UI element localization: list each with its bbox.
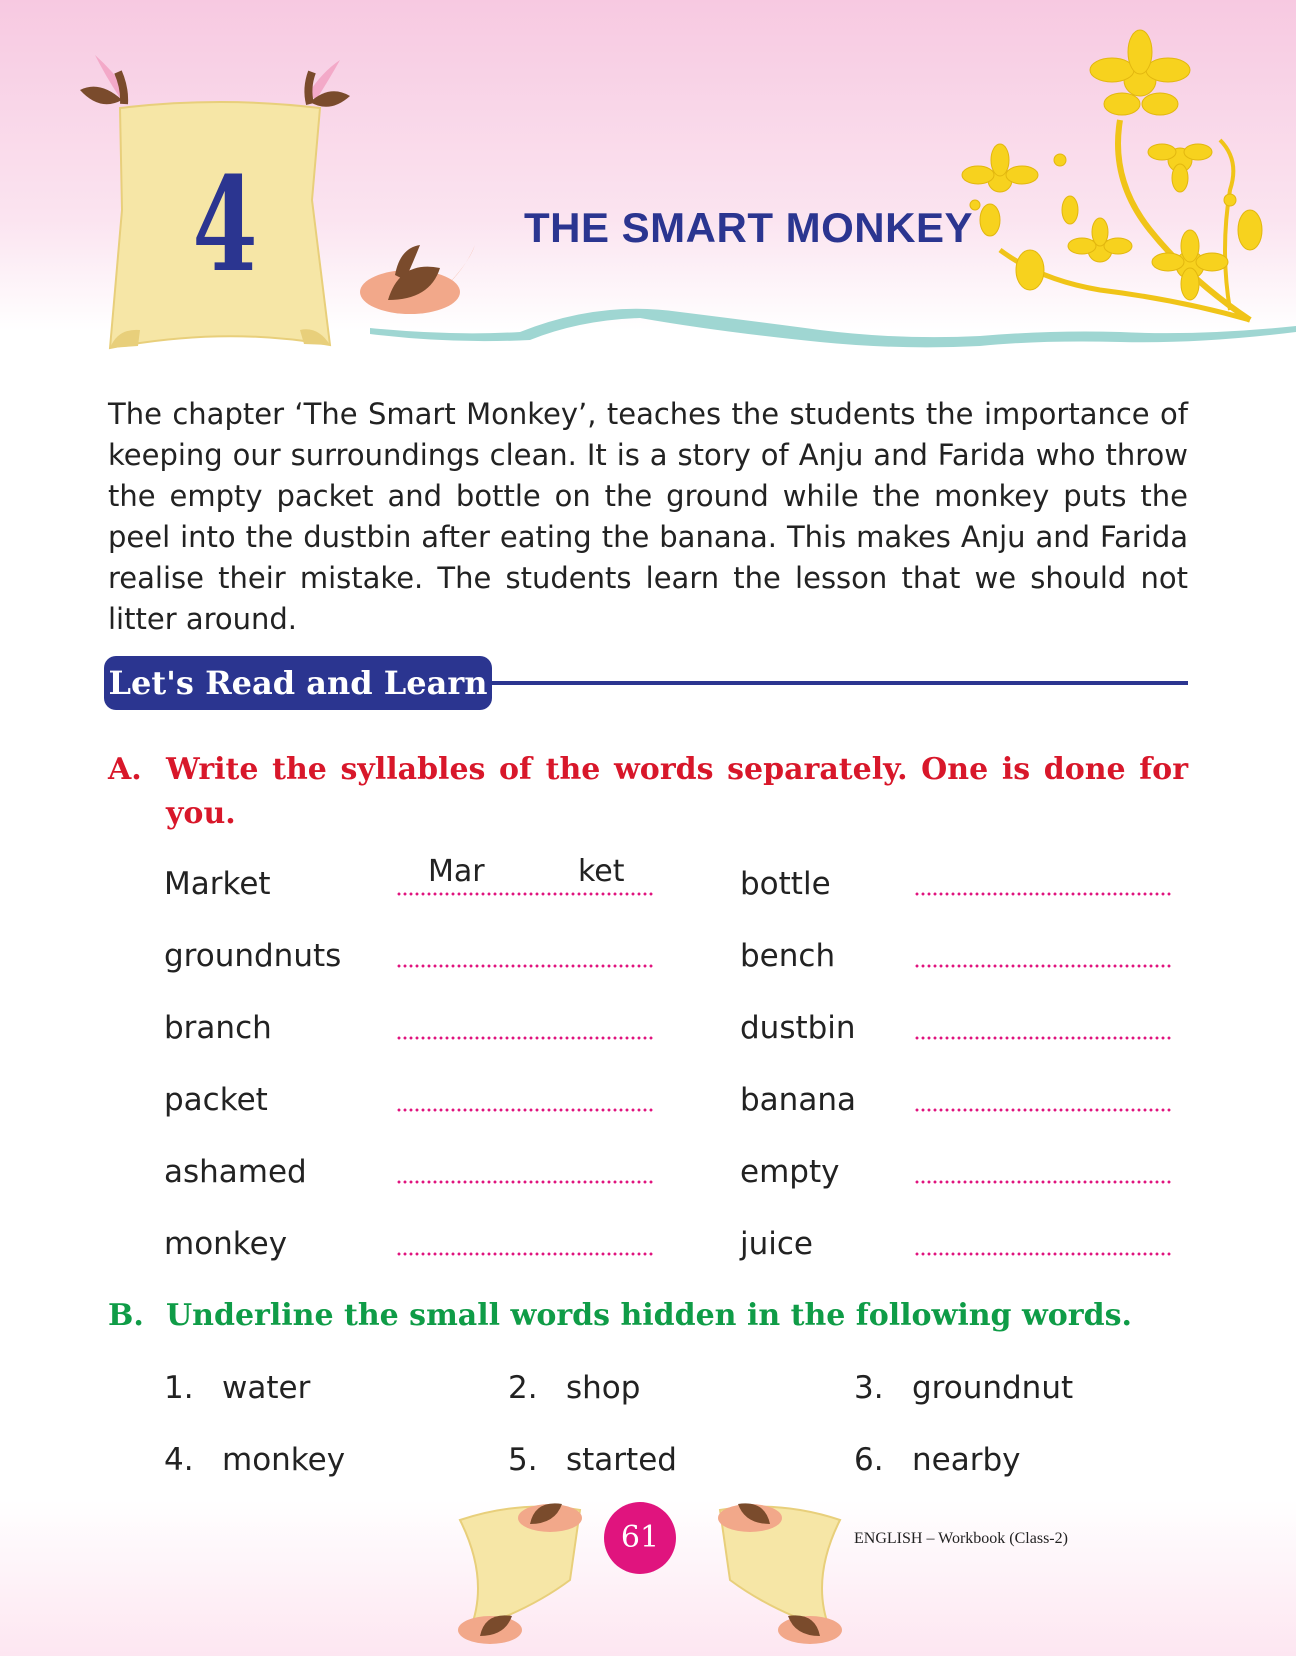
word-left-5: ashamed	[164, 1154, 307, 1190]
word-right-1: bottle	[740, 866, 831, 902]
word-left-3: branch	[164, 1010, 272, 1046]
answer-blank-left-5[interactable]	[396, 1180, 654, 1184]
example-syllable-2: ket	[578, 854, 625, 889]
answer-blank-left-3[interactable]	[396, 1036, 654, 1040]
word-left-6: monkey	[164, 1226, 288, 1262]
word-right-4: banana	[740, 1082, 856, 1118]
word-right-3: dustbin	[740, 1010, 856, 1046]
example-syllable-1: Mar	[428, 854, 485, 889]
book-title: ENGLISH – Workbook (Class-2)	[854, 1530, 1068, 1547]
item-number-5: 5.	[508, 1442, 538, 1478]
bird-icon	[360, 245, 475, 314]
hidden-word-6[interactable]: nearby	[912, 1442, 1021, 1478]
word-left-1: Market	[164, 866, 271, 902]
item-number-3: 3.	[854, 1370, 884, 1406]
question-b-text: Underline the small words hidden in the following words.	[166, 1298, 1132, 1333]
question-a-heading	[108, 748, 1188, 838]
word-right-6: juice	[740, 1226, 813, 1262]
hidden-word-5[interactable]: started	[566, 1442, 677, 1478]
answer-blank-right-3[interactable]	[914, 1036, 1172, 1040]
word-left-2: groundnuts	[164, 938, 342, 974]
question-b-letter: B.	[108, 1298, 144, 1333]
answer-blank-right-5[interactable]	[914, 1180, 1172, 1184]
section-heading: Let's Read and Learn	[104, 656, 492, 710]
hidden-word-4[interactable]: monkey	[222, 1442, 346, 1478]
answer-blank-left-1[interactable]	[396, 892, 654, 896]
footer-scroll-right-icon	[718, 1503, 842, 1644]
hidden-word-2[interactable]: shop	[566, 1370, 641, 1406]
footer-scroll-left-icon	[458, 1503, 582, 1644]
answer-blank-right-4[interactable]	[914, 1108, 1172, 1112]
word-right-2: bench	[740, 938, 836, 974]
section-divider-line	[480, 681, 1188, 685]
item-number-2: 2.	[508, 1370, 538, 1406]
chapter-intro-paragraph: The chapter ‘The Smart Monkey’, teaches the students the importance of keeping our surroundings clean. It is a story of Anju and Farida who throw the empty packet and bottle on the ground while the monkey puts the peel into the dustbin after eating the banana. This makes Anju and Farida realise their mistake. The students learn the lesson that we should not litter around.	[108, 397, 1188, 636]
question-a-text: Write the syllables of the words separately. One is done for you.	[166, 752, 1188, 831]
answer-blank-right-1[interactable]	[914, 892, 1172, 896]
answer-blank-left-6[interactable]	[396, 1252, 654, 1256]
item-number-1: 1.	[164, 1370, 194, 1406]
chapter-number: 4	[192, 148, 258, 301]
word-right-5: empty	[740, 1154, 840, 1190]
chapter-title: THE SMART MONKEY	[524, 204, 973, 251]
hidden-word-3[interactable]: groundnut	[912, 1370, 1074, 1406]
answer-blank-left-4[interactable]	[396, 1108, 654, 1112]
item-number-4: 4.	[164, 1442, 194, 1478]
word-left-4: packet	[164, 1082, 268, 1118]
answer-blank-right-2[interactable]	[914, 964, 1172, 968]
answer-blank-right-6[interactable]	[914, 1252, 1172, 1256]
flower-vine-icon	[962, 30, 1262, 320]
question-a-letter: A.	[108, 752, 142, 787]
page-number: 61	[604, 1502, 676, 1574]
answer-blank-left-2[interactable]	[396, 964, 654, 968]
wave-decoration	[370, 309, 1296, 348]
hidden-word-1[interactable]: water	[222, 1370, 311, 1406]
item-number-6: 6.	[854, 1442, 884, 1478]
